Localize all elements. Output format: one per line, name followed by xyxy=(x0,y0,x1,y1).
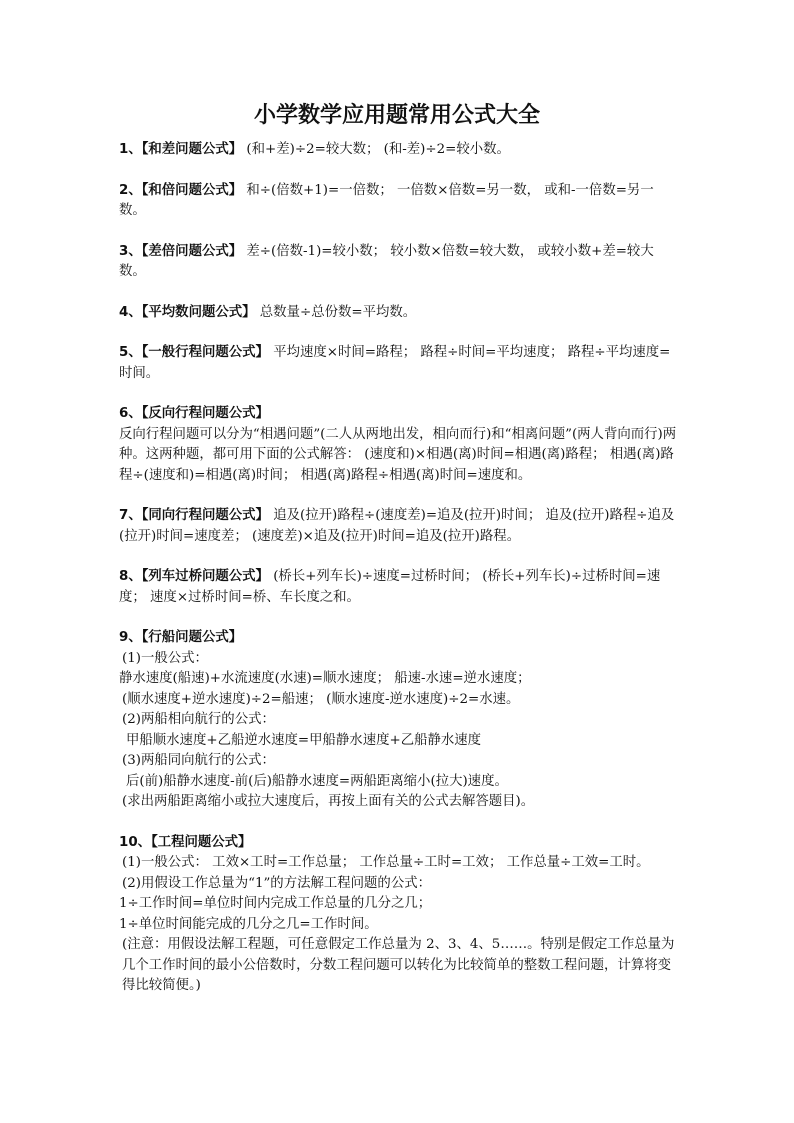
formula-line: (1)一般公式： xyxy=(122,650,208,666)
section-heading: 9、【行船问题公式】 xyxy=(119,630,243,645)
formula-line: (顺水速度+逆水速度)÷2=船速； (顺水速度-逆水速度)÷2=水速。 xyxy=(122,691,520,707)
section-7 xyxy=(119,506,679,547)
formula-line: 1÷工作时间=单位时间内完成工作总量的几分之几； xyxy=(119,896,432,911)
section-text: (桥长+列车长)÷速度=过桥时间； (桥长+列车长)÷过桥时间=速度； 速度×过桥时间=桥、车长度之和。 xyxy=(119,569,661,605)
section-heading: 3、【差倍问题公式】 xyxy=(119,243,243,259)
formula-line: (3)两船同向航行的公式： xyxy=(122,753,275,768)
section-1 xyxy=(119,140,679,161)
section-heading: 4、【平均数问题公式】 xyxy=(119,304,256,320)
section-text: 追及(拉开)路程÷(速度差)=追及(拉开)时间； 追及(拉开)路程÷追及(拉开)时间=速度差； (速度差)×追及(拉开)时间=追及(拉开)路程。 xyxy=(119,508,675,544)
section-heading: 7、【同向行程问题公式】 xyxy=(119,508,269,523)
section-10 xyxy=(119,833,679,997)
section-heading: 8、【列车过桥问题公式】 xyxy=(119,569,269,584)
document-body xyxy=(119,140,679,1017)
formula-line: (求出两船距离缩小或拉大速度后，再按上面有关的公式去解答题目)。 xyxy=(122,794,535,809)
note-paragraph: (注意：用假设法解工程题，可任意假定工作总量为 2、3、4、5……。特别是假定工作总量为几个工作时间的最小公倍数时，分数工程问题可以转化为比较简单的整数工程问题，计算将变得比较简便。) xyxy=(122,937,675,993)
section-3 xyxy=(119,242,679,283)
section-heading: 2、【和倍问题公式】 xyxy=(119,182,243,198)
section-5 xyxy=(119,343,679,384)
section-text: 反向行程问题可以分为“相遇问题”(二人从两地出发，相向而行)和“相离问题”(两人背向而行)两种。这两种题，都可用下面的公式解答： (速度和)×相遇(离)时间=相遇(离)路程； 相遇(离)路程÷(速度和)=相遇(离)时间； 相遇(离)路程÷相遇(离)时间=速度和。 xyxy=(119,426,677,483)
formula-line: 1÷单位时间能完成的几分之几=工作时间。 xyxy=(119,916,378,932)
section-9 xyxy=(119,628,679,813)
page-title: 小学数学应用题常用公式大全 xyxy=(253,103,540,128)
formula-line: (2)两船相向航行的公式： xyxy=(122,712,275,727)
formula-line: 静水速度(船速)+水流速度(水速)=顺水速度； 船速-水速=逆水速度； xyxy=(119,671,531,686)
section-text: 总数量÷总份数=平均数。 xyxy=(259,304,417,320)
formula-line: (1)一般公式： 工效×工时=工作总量； 工作总量÷工时=工效； 工作总量÷工效=工时。 xyxy=(122,855,650,870)
formula-line: (2)用假设工作总量为“1”的方法解工程问题的公式： xyxy=(122,875,431,891)
section-text: 平均速度×时间=路程； 路程÷时间=平均速度； 路程÷平均速度=时间。 xyxy=(119,345,671,381)
section-2 xyxy=(119,181,679,222)
section-text: 差÷(倍数-1)=较小数； 较小数×倍数=较大数， 或较小数+差=较大数。 xyxy=(119,243,654,279)
section-text: (和+差)÷2=较大数； (和-差)÷2=较小数。 xyxy=(246,142,510,157)
section-8 xyxy=(119,567,679,608)
section-heading: 6、【反向行程问题公式】 xyxy=(119,406,269,421)
section-heading: 10、【工程问题公式】 xyxy=(119,834,252,850)
section-4 xyxy=(119,303,679,324)
section-heading: 1、【和差问题公式】 xyxy=(119,142,243,157)
formula-line: 甲船顺水速度+乙船逆水速度=甲船静水速度+乙船静水速度 xyxy=(126,732,482,748)
section-heading: 5、【一般行程问题公式】 xyxy=(119,345,269,360)
section-text: 和÷(倍数+1)=一倍数； 一倍数×倍数=另一数， 或和-一倍数=另一数。 xyxy=(119,182,654,218)
formula-line: 后(前)船静水速度-前(后)船静水速度=两船距离缩小(拉大)速度。 xyxy=(126,773,508,789)
section-6 xyxy=(119,404,679,486)
